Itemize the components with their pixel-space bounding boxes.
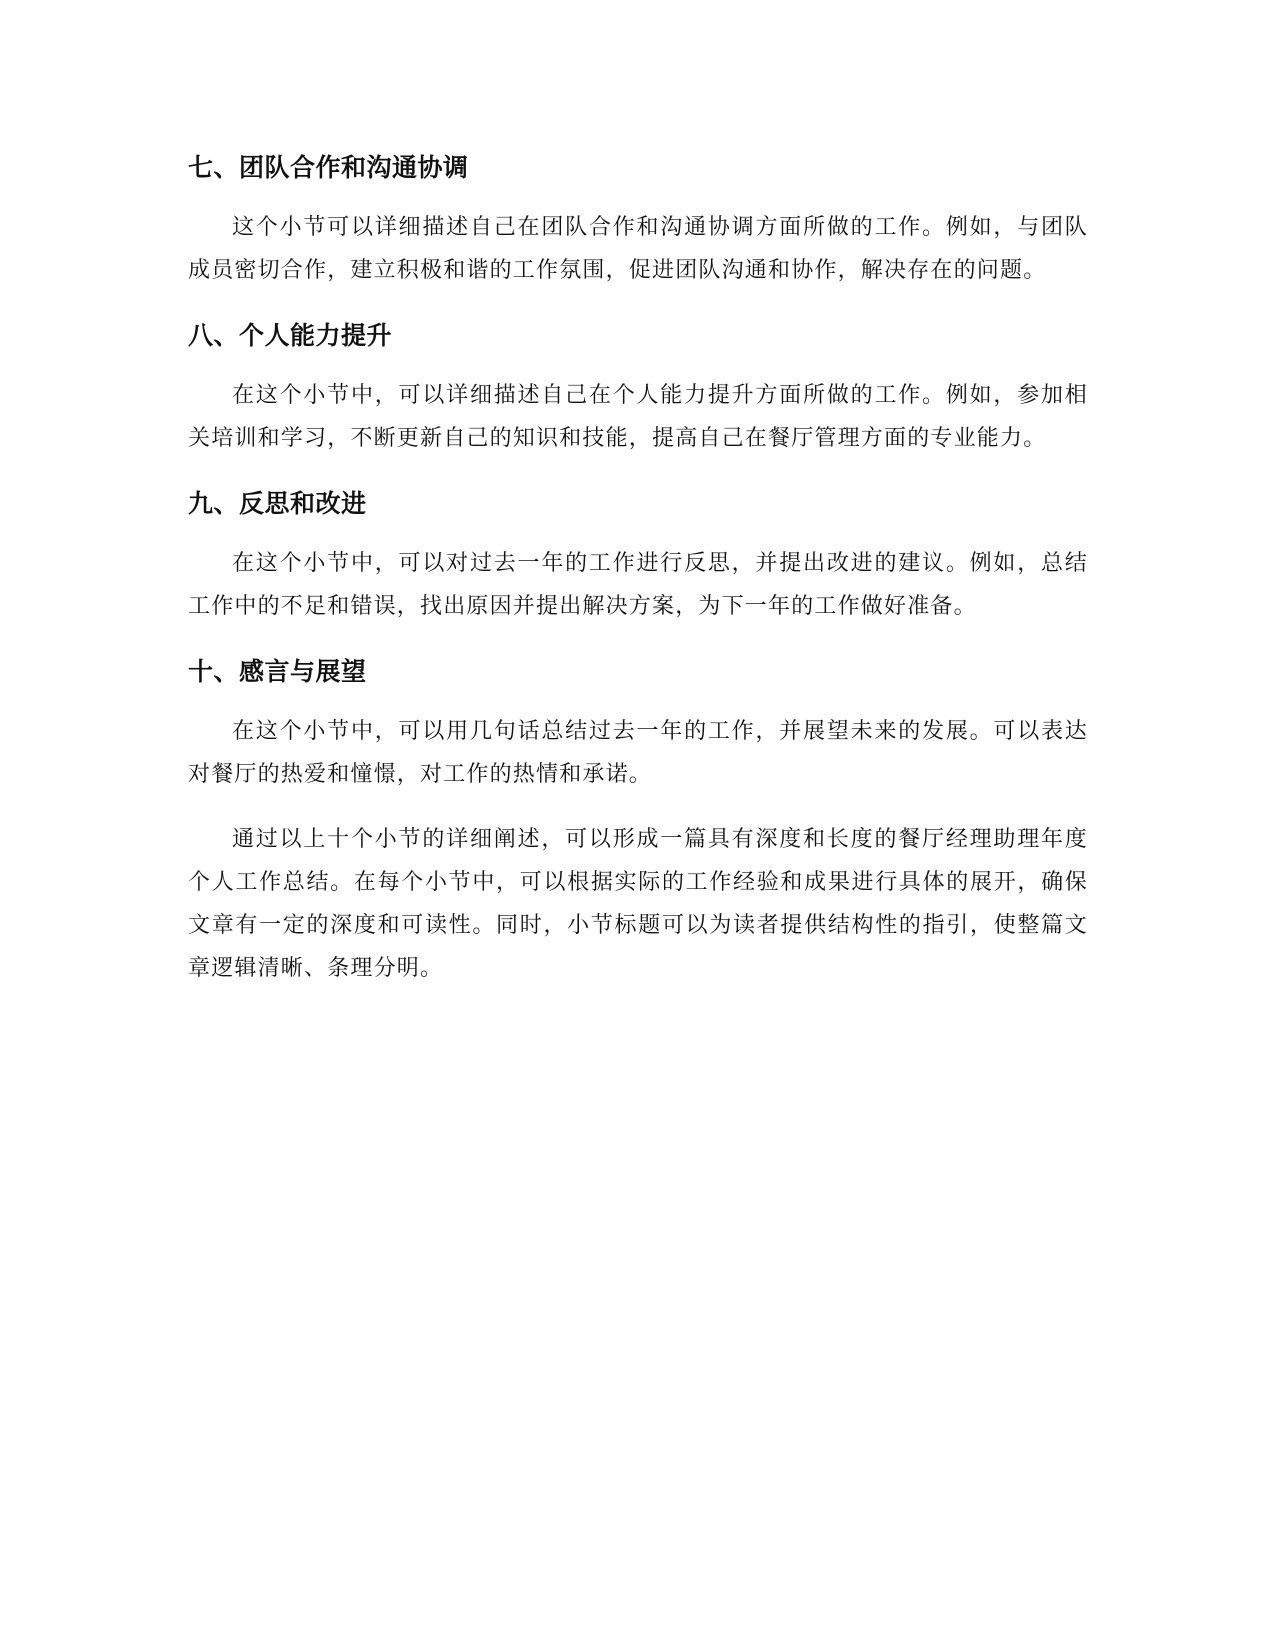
closing-paragraph: 通过以上十个小节的详细阐述，可以形成一篇具有深度和长度的餐厅经理助理年度个人工作总结。在每个小节中，可以根据实际的工作经验和成果进行具体的展开，确保文章有一定的深度和可读性。同时，小节标题可以为读者提供结构性的指引，使整篇文章逻辑清晰、条理分明。 [188, 827, 1088, 981]
section-paragraph: 这个小节可以详细描述自己在团队合作和沟通协调方面所做的工作。例如，与团队成员密切合作，建立积极和谐的工作氛围，促进团队沟通和协作，解决存在的问题。 [188, 215, 1088, 283]
section-paragraph: 在这个小节中，可以对过去一年的工作进行反思，并提出改进的建议。例如，总结工作中的不足和错误，找出原因并提出解决方案，为下一年的工作做好准备。 [188, 551, 1088, 619]
section-paragraph: 在这个小节中，可以详细描述自己在个人能力提升方面所做的工作。例如，参加相关培训和学习，不断更新自己的知识和技能，提高自己在餐厅管理方面的专业能力。 [188, 383, 1088, 451]
section-paragraph: 在这个小节中，可以用几句话总结过去一年的工作，并展望未来的发展。可以表达对餐厅的热爱和憧憬，对工作的热情和承诺。 [188, 719, 1088, 787]
section-heading-personal-growth: 八、个人能力提升 [188, 321, 393, 350]
section-heading-teamwork: 七、团队合作和沟通协调 [188, 153, 469, 182]
document-body [188, 148, 1088, 1012]
section-heading-outlook: 十、感言与展望 [188, 657, 367, 686]
section-heading-reflection: 九、反思和改进 [188, 489, 367, 518]
